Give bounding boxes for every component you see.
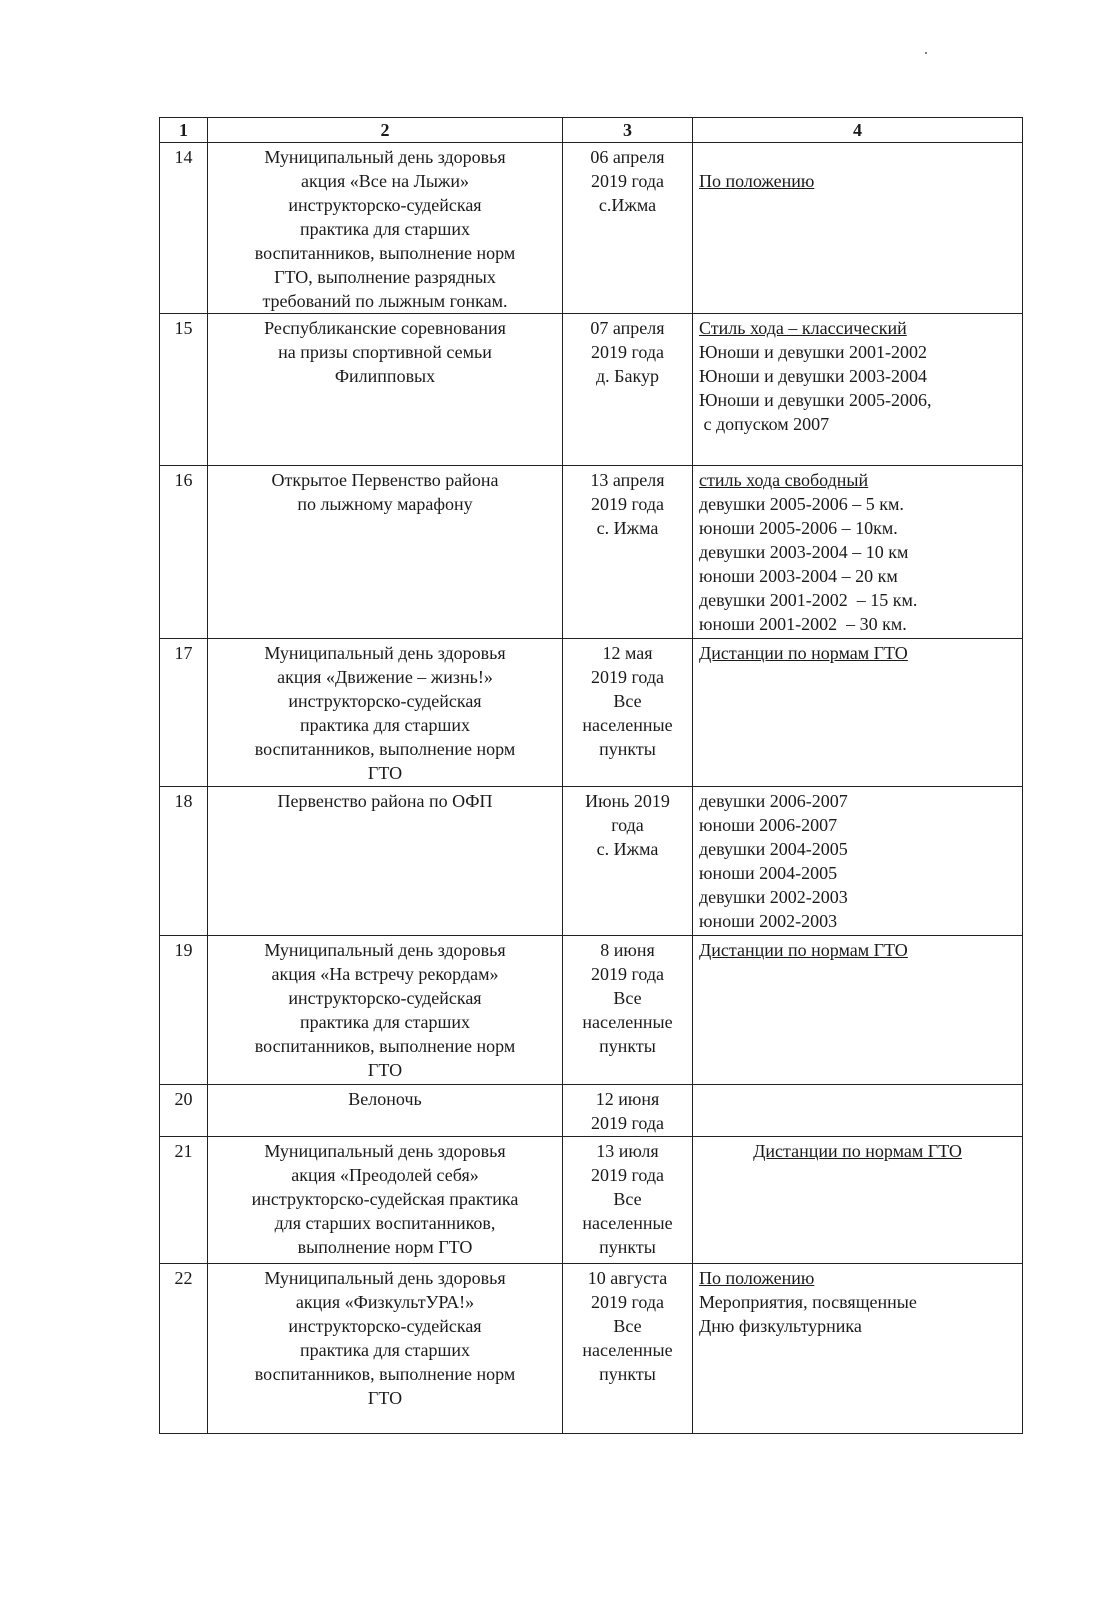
event-date-line: 2019 года <box>590 964 665 984</box>
event-date-line: с.Ижма <box>598 195 657 215</box>
event-date-line: пункты <box>599 739 656 759</box>
event-notes-line: девушки 2005-2006 – 5 км. <box>699 494 904 514</box>
event-notes-line: юноши 2002-2003 <box>699 911 838 931</box>
event-date-line: 2019 года <box>590 494 665 514</box>
table-row <box>160 1085 1023 1137</box>
event-name-line: на призы спортивной семьи <box>278 342 492 362</box>
event-name-line: Филипповых <box>334 366 436 386</box>
event-notes-line: юноши 2004-2005 <box>699 863 838 883</box>
event-date-line: 2019 года <box>590 1165 665 1185</box>
event-date <box>563 1137 693 1264</box>
event-name-line: воспитанников, выполнение норм <box>254 243 516 263</box>
event-notes-line: девушки 2004-2005 <box>699 839 848 859</box>
table-row <box>160 466 1023 639</box>
event-date-line: 06 апреля <box>590 147 665 167</box>
event-date-line: 2019 года <box>590 1113 665 1133</box>
event-date-line: 13 июля <box>596 1141 659 1161</box>
event-name-line: инструкторско-судейская <box>288 1316 482 1336</box>
table-row <box>160 639 1023 787</box>
event-name-line: акция «Преодолей себя» <box>291 1165 479 1185</box>
event-date-line: 07 апреля <box>590 318 665 338</box>
event-date-line: населенные <box>582 1340 673 1360</box>
row-number: 20 <box>160 1085 208 1137</box>
event-notes <box>693 466 1023 639</box>
event-name <box>208 787 563 936</box>
event-name-line: ГТО <box>367 763 403 783</box>
event-name-line: инструкторско-судейская практика <box>251 1189 519 1209</box>
event-name-line: для старших воспитанников, <box>274 1213 496 1233</box>
event-date-line: 10 августа <box>587 1268 668 1288</box>
event-date-line: пункты <box>599 1237 656 1257</box>
event-notes <box>693 143 1023 314</box>
event-name-line: воспитанников, выполнение норм <box>254 739 516 759</box>
event-name-line: Первенство района по ОФП <box>277 791 493 811</box>
event-date-line: 2019 года <box>590 1292 665 1312</box>
event-date <box>563 1085 693 1137</box>
event-notes <box>693 787 1023 936</box>
event-name-line: ГТО <box>367 1388 403 1408</box>
event-date-line: Все <box>613 988 642 1008</box>
event-name-line: воспитанников, выполнение норм <box>254 1036 516 1056</box>
event-name-line: инструкторско-судейская <box>288 988 482 1008</box>
event-name-line: инструкторско-судейская <box>288 691 482 711</box>
event-notes <box>693 314 1023 466</box>
event-name <box>208 1137 563 1264</box>
event-date-line: 12 мая <box>602 643 653 663</box>
event-notes-line: девушки 2003-2004 – 10 км <box>699 542 909 562</box>
event-notes-line: юноши 2005-2006 – 10км. <box>699 518 898 538</box>
event-notes-line: Дистанции по нормам ГТО <box>699 940 908 960</box>
event-date-line: с. Ижма <box>596 518 659 538</box>
event-name-line: акция «Все на Лыжи» <box>301 171 469 191</box>
event-name-line: акция «Движение – жизнь!» <box>277 667 493 687</box>
table-row <box>160 143 1023 314</box>
event-name <box>208 936 563 1085</box>
event-name-line: ГТО <box>367 1060 403 1080</box>
event-name-line: Республиканские соревнования <box>264 318 506 338</box>
event-name-line: Муниципальный день здоровья <box>264 147 506 167</box>
event-name-line: выполнение норм ГТО <box>297 1237 473 1257</box>
row-number: 19 <box>160 936 208 1085</box>
event-date <box>563 314 693 466</box>
event-name-line: инструкторско-судейская <box>288 195 482 215</box>
event-notes <box>693 1137 1023 1264</box>
event-date-line: года <box>611 815 644 835</box>
event-name <box>208 1085 563 1137</box>
event-date-line: 12 июня <box>595 1089 660 1109</box>
header-col-1: 1 <box>160 118 208 143</box>
event-notes-line: юноши 2001-2002 – 30 км. <box>699 614 907 634</box>
row-number: 21 <box>160 1137 208 1264</box>
event-name-line: практика для старших <box>299 715 471 735</box>
table-row <box>160 314 1023 466</box>
event-date <box>563 143 693 314</box>
header-col-2: 2 <box>208 118 563 143</box>
event-date-line: 2019 года <box>590 667 665 687</box>
table-row <box>160 936 1023 1085</box>
header-col-3: 3 <box>563 118 693 143</box>
table-body <box>160 143 1023 1434</box>
event-date-line: населенные <box>582 1012 673 1032</box>
event-notes-line: Юноши и девушки 2003-2004 <box>699 366 928 386</box>
event-notes-line: Дню физкультурника <box>699 1316 862 1336</box>
event-name-line: Муниципальный день здоровья <box>264 1141 506 1161</box>
event-name-line: Муниципальный день здоровья <box>264 940 506 960</box>
event-name-line: акция «На встречу рекордам» <box>271 964 499 984</box>
row-number: 15 <box>160 314 208 466</box>
event-notes-line: Стиль хода – классический <box>699 318 907 338</box>
event-name-line: акция «ФизкультУРА!» <box>295 1292 475 1312</box>
event-notes-line: Дистанции по нормам ГТО <box>699 643 908 663</box>
header-row <box>160 118 1023 143</box>
event-date-line: населенные <box>582 715 673 735</box>
event-name-line: по лыжному марафону <box>297 494 473 514</box>
event-notes <box>693 1264 1023 1434</box>
event-date-line: 8 июня <box>600 940 655 960</box>
row-number: 17 <box>160 639 208 787</box>
event-notes-line: стиль хода свободный <box>699 470 869 490</box>
event-notes-line: По положению <box>699 171 815 191</box>
event-name-line: практика для старших <box>299 1012 471 1032</box>
event-date-line: пункты <box>599 1364 656 1384</box>
event-name <box>208 639 563 787</box>
event-notes-line: юноши 2006-2007 <box>699 815 838 835</box>
header-col-4: 4 <box>693 118 1023 143</box>
event-notes <box>693 1085 1023 1137</box>
event-name-line: Велоночь <box>348 1089 422 1109</box>
event-date-line: 2019 года <box>590 342 665 362</box>
event-name-line: Открытое Первенство района <box>271 470 499 490</box>
row-number: 18 <box>160 787 208 936</box>
event-notes-line: девушки 2001-2002 – 15 км. <box>699 590 918 610</box>
event-date <box>563 787 693 936</box>
event-name-line: Муниципальный день здоровья <box>264 643 506 663</box>
event-date <box>563 936 693 1085</box>
event-name <box>208 466 563 639</box>
row-number: 22 <box>160 1264 208 1434</box>
event-date-line: с. Ижма <box>596 839 659 859</box>
event-name <box>208 314 563 466</box>
event-date-line: 13 апреля <box>590 470 665 490</box>
event-notes <box>693 639 1023 787</box>
row-number: 16 <box>160 466 208 639</box>
event-notes-line: девушки 2002-2003 <box>699 887 848 907</box>
event-name-line: воспитанников, выполнение норм <box>254 1364 516 1384</box>
event-notes-line: с допуском 2007 <box>699 414 830 434</box>
event-name-line: практика для старших <box>299 1340 471 1360</box>
event-date-line: населенные <box>582 1213 673 1233</box>
event-notes-line: Мероприятия, посвященные <box>699 1292 917 1312</box>
event-notes-line: юноши 2003-2004 – 20 км <box>699 566 898 586</box>
event-notes-line: девушки 2006-2007 <box>699 791 848 811</box>
event-notes-line: Дистанции по нормам ГТО <box>753 1141 962 1161</box>
table-row <box>160 1137 1023 1264</box>
events-schedule-table <box>159 117 1023 1434</box>
event-date-line: 2019 года <box>590 171 665 191</box>
event-notes-line: Юноши и девушки 2001-2002 <box>699 342 928 362</box>
event-date-line: Июнь 2019 <box>585 791 670 811</box>
event-date-line: Все <box>613 1189 642 1209</box>
event-date <box>563 466 693 639</box>
event-date <box>563 1264 693 1434</box>
event-name-line: Муниципальный день здоровья <box>264 1268 506 1288</box>
event-date-line: Все <box>613 1316 642 1336</box>
event-date-line: д. Бакур <box>596 366 659 386</box>
event-notes-line: По положению <box>699 1268 815 1288</box>
event-name <box>208 143 563 314</box>
table-row <box>160 787 1023 936</box>
event-notes <box>693 936 1023 1085</box>
event-name <box>208 1264 563 1434</box>
event-name-line: ГТО, выполнение разрядных <box>274 267 496 287</box>
scan-speck <box>925 52 927 54</box>
event-name-line: практика для старших <box>299 219 471 239</box>
event-notes-line: Юноши и девушки 2005-2006, <box>699 390 932 410</box>
event-name-line: требований по лыжным гонкам. <box>262 291 508 311</box>
event-date-line: пункты <box>599 1036 656 1056</box>
table-row <box>160 1264 1023 1434</box>
event-date <box>563 639 693 787</box>
event-date-line: Все <box>613 691 642 711</box>
row-number: 14 <box>160 143 208 314</box>
